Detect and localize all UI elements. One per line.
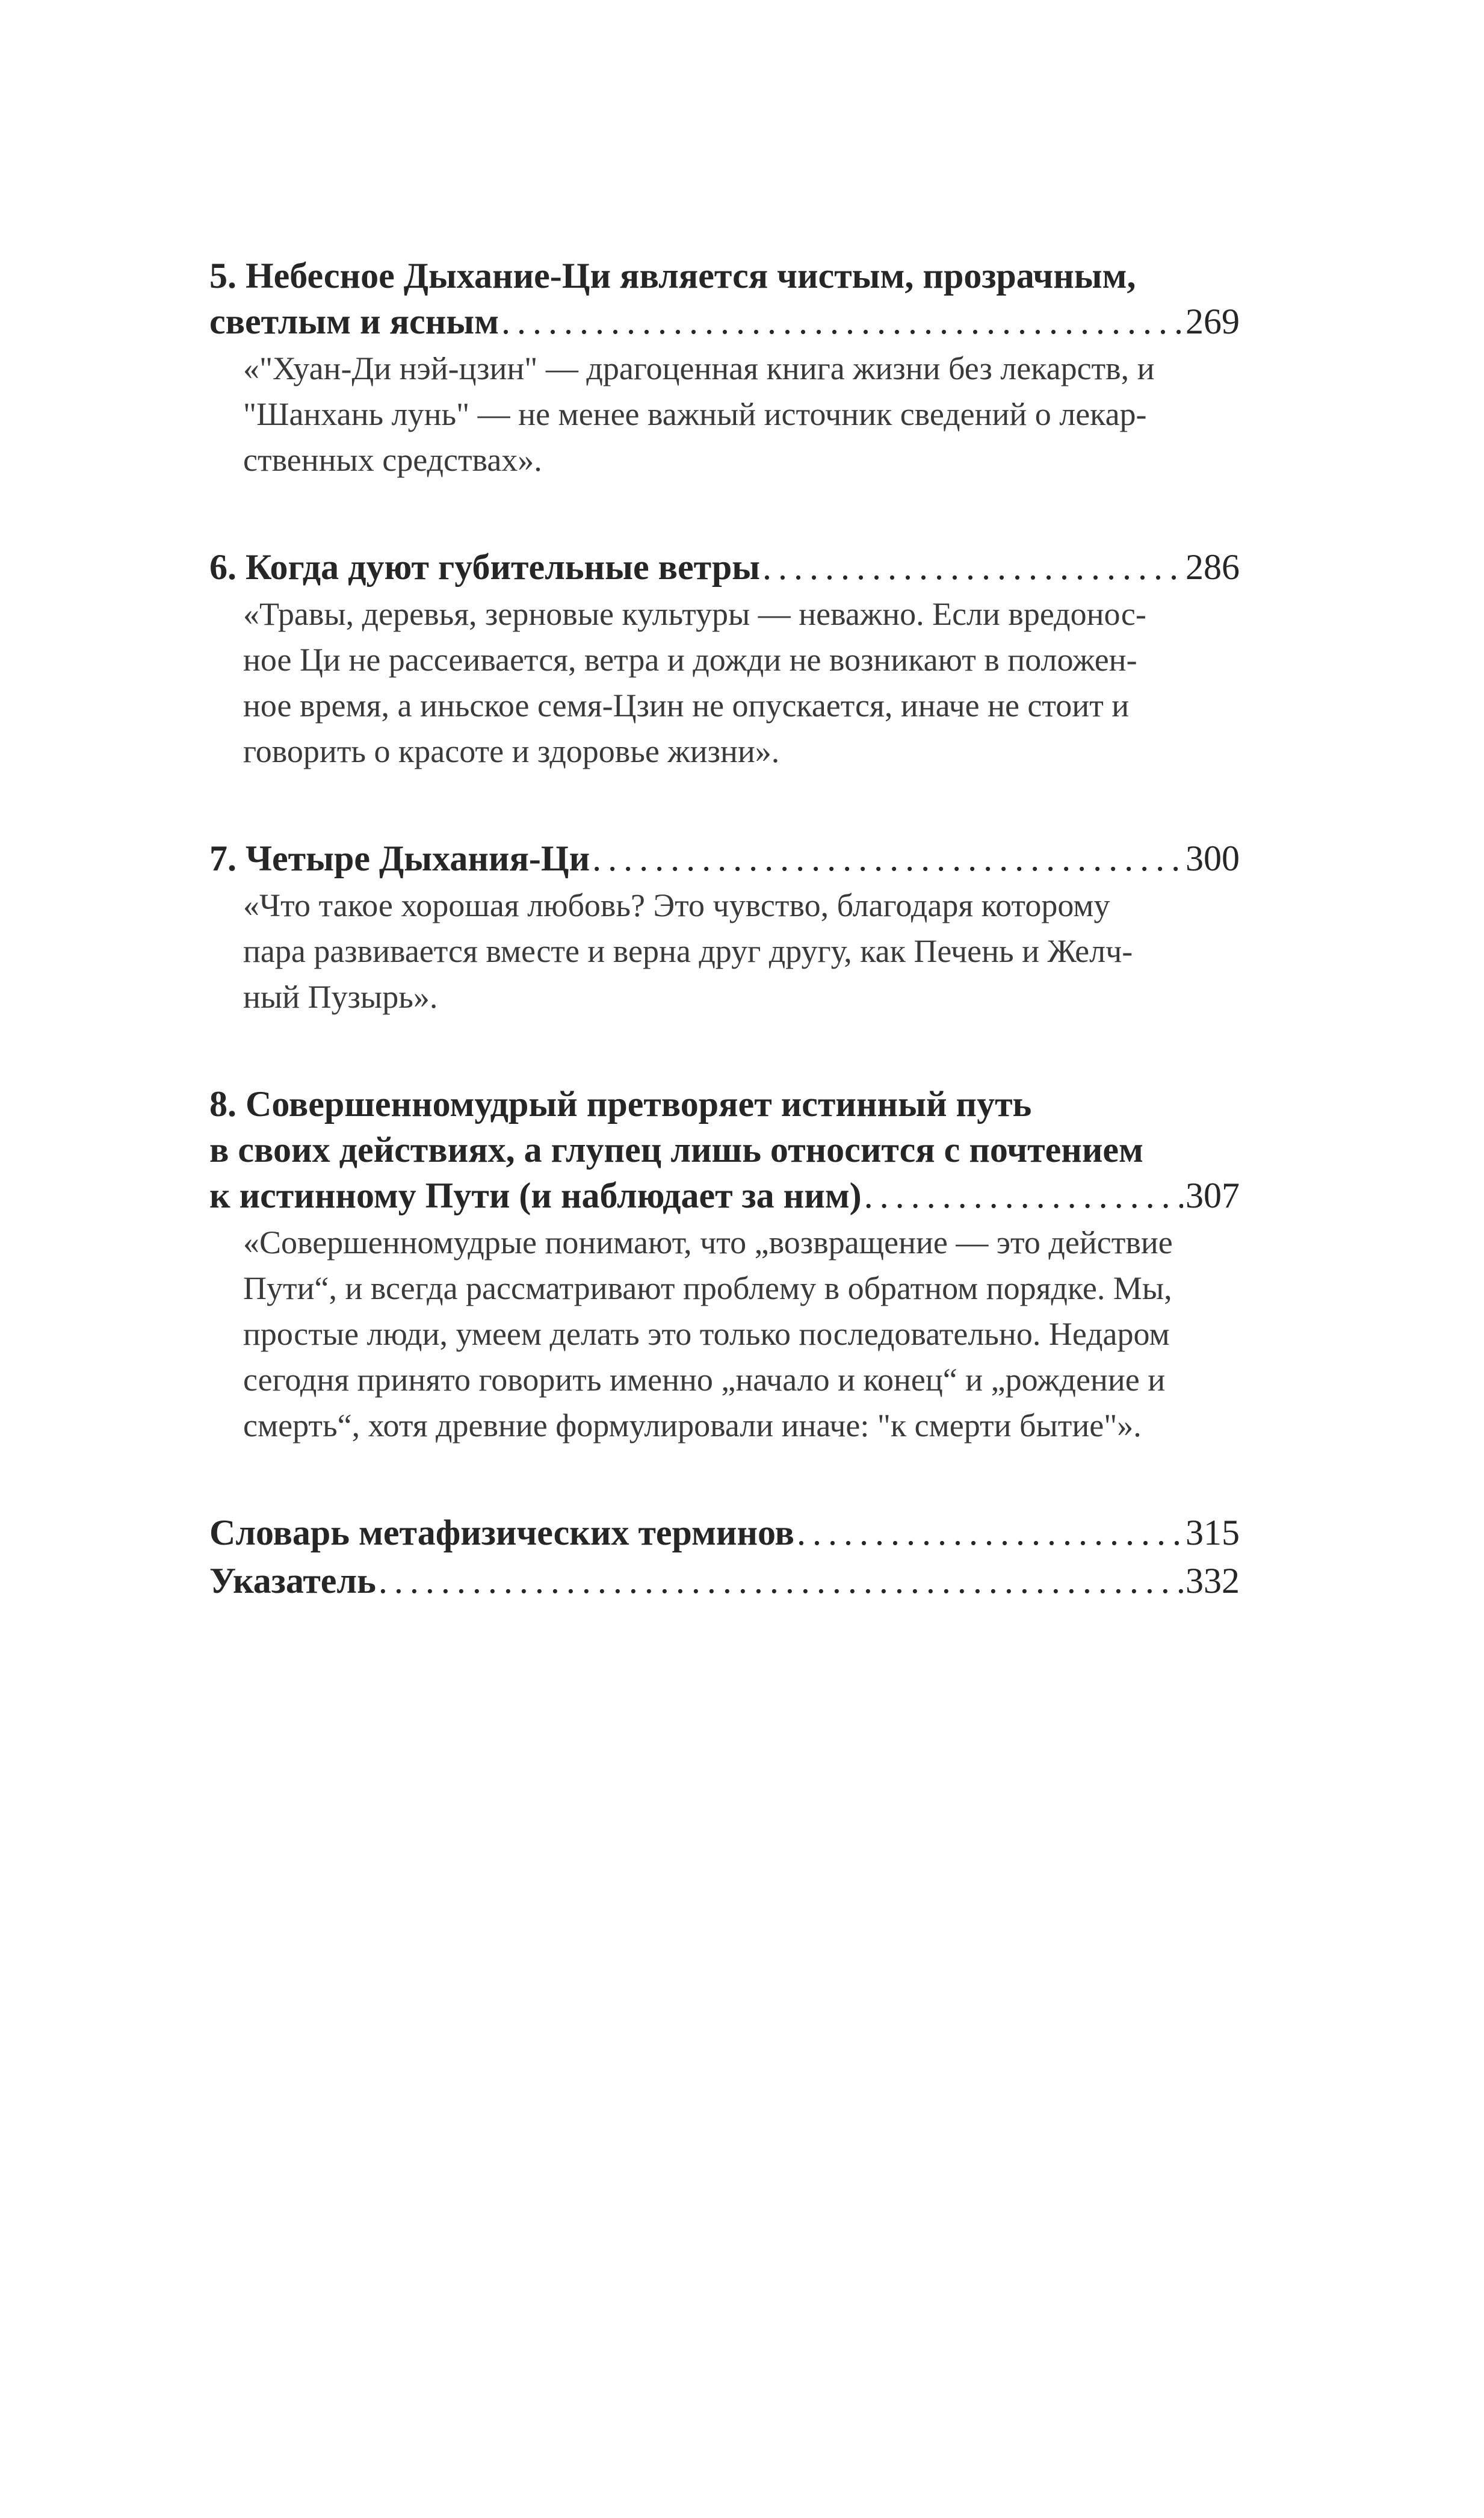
dot-leader [379,1558,1183,1604]
toc-page-number: 286 [1186,547,1240,587]
toc-entry-title[interactable] [209,1558,1240,1604]
toc-title-line: 6. Когда дуют губительные ветры [209,547,761,587]
description-line: ственных средствах». [243,442,542,478]
toc-page-number: 307 [1186,1176,1240,1215]
toc-page-number: 269 [1186,302,1240,341]
dot-leader [592,836,1183,881]
description-line: "Шанхань лунь" — не менее важный источник сведений о лекар- [243,396,1147,432]
toc-entry-title[interactable] [209,544,1240,590]
toc-entry-glossary[interactable] [209,1510,1240,1555]
toc-title-last-line [209,1510,1240,1555]
toc-title-line: в своих действиях, а глупец лишь относится с почтением [209,1130,1143,1170]
dot-leader [864,1173,1183,1218]
toc-entry-8[interactable] [209,1081,1240,1448]
description-line: пара развивается вместе и верна друг другу, как Печень и Желч- [243,933,1133,969]
toc-entry-title[interactable] [209,1510,1240,1555]
toc-title-last-line [209,1173,1240,1218]
dot-leader [797,1510,1183,1555]
toc-entry-description [243,882,1240,1020]
toc-title-last-line [209,544,1240,590]
toc-entry-title[interactable] [209,253,1240,344]
toc-title-last-line [209,299,1240,344]
toc-entry-5[interactable] [209,253,1240,483]
description-line: ное Ци не рассеивается, ветра и дожди не возникают в положен- [243,642,1137,678]
table-of-contents [209,253,1240,1604]
toc-title-last-line [209,836,1240,881]
toc-page-number: 332 [1186,1561,1240,1601]
toc-entry-description [243,591,1240,774]
description-line: говорить о красоте и здоровье жизни». [243,733,780,769]
toc-title-last-line [209,1558,1240,1604]
description-line: Пути“, и всегда рассматривают проблему в обратном порядке. Мы, [243,1270,1172,1306]
toc-entry-title[interactable] [209,1081,1240,1218]
toc-title-line: 5. Небесное Дыхание-Ци является чистым, прозрачным, [209,256,1136,296]
toc-entry-6[interactable] [209,544,1240,774]
dot-leader [762,544,1183,590]
description-line: «Совершенномудрые понимают, что „возвращение — это действие [243,1224,1173,1261]
toc-title-line: 8. Совершенномудрый претворяет истинный путь [209,1084,1032,1124]
description-line: «Травы, деревья, зерновые культуры — неважно. Если вредонос- [243,596,1146,632]
toc-title-line: светлым и ясным [209,302,499,341]
description-line: смерть“, хотя древние формулировали иначе: "к смерти бытие"». [243,1407,1142,1444]
toc-title-line: 7. Четыре Дыхания-Ци [209,839,590,878]
toc-title-line: Словарь метафизических терминов [209,1513,794,1552]
description-line: простые люди, умеем делать это только последовательно. Недаром [243,1316,1170,1352]
dot-leader [501,299,1183,344]
description-line: «Что такое хорошая любовь? Это чувство, благодаря которому [243,887,1110,923]
toc-entry-index[interactable] [209,1558,1240,1604]
description-line: ный Пузырь». [243,979,438,1015]
description-line: «"Хуан-Ди нэй-цзин" — драгоценная книга жизни без лекарств, и [243,350,1155,386]
toc-entry-description [243,346,1240,483]
toc-title-line: Указатель [209,1561,376,1601]
toc-page-number: 300 [1186,839,1240,878]
description-line: сегодня принято говорить именно „начало и конец“ и „рождение и [243,1362,1166,1398]
toc-entry-description [243,1220,1240,1448]
toc-title-line: к истинному Пути (и наблюдает за ним) [209,1176,862,1215]
toc-entry-7[interactable] [209,836,1240,1020]
description-line: ное время, а иньское семя-Цзин не опускается, иначе не стоит и [243,687,1130,724]
toc-page-number: 315 [1186,1513,1240,1552]
toc-entry-title[interactable] [209,836,1240,881]
